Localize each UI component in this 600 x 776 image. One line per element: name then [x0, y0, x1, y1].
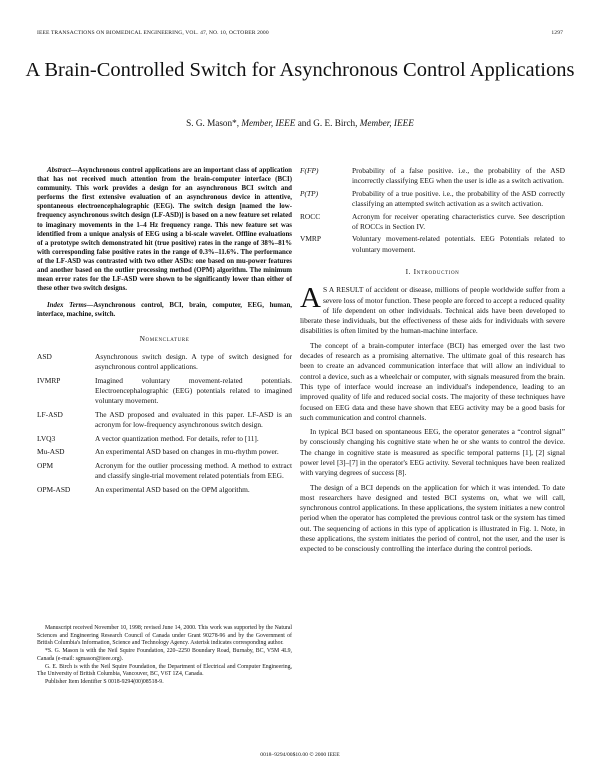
nomenclature-item — [300, 189, 565, 210]
nomenclature-item — [37, 447, 292, 457]
nomenclature-term: Mu-ASD — [37, 447, 65, 457]
nomenclature-definition: An experimental ASD based on changes in mu-rhythm power. — [95, 447, 279, 457]
index-terms-label: Index Terms— — [47, 302, 94, 310]
nomenclature-definition: A vector quantization method. For details, refer to [11]. — [95, 433, 259, 443]
nomenclature-item — [300, 212, 565, 233]
author-1-name: S. G. Mason*, — [186, 118, 240, 128]
drop-cap: A — [300, 282, 321, 315]
nomenclature-item — [37, 434, 292, 444]
nomenclature-item — [37, 461, 292, 482]
paper-title: A Brain-Controlled Switch for Asynchronous Control Applications — [25, 59, 575, 81]
nomenclature-term: F(FP) — [300, 166, 319, 175]
copyright-line: 0018–9294/00$10.00 © 2000 IEEE — [260, 752, 340, 758]
nomenclature-term: ASD — [37, 351, 52, 361]
nomenclature-item — [37, 485, 292, 495]
footnote-author-1: *S. G. Mason is with the Neil Squire Foundation, 220–2250 Boundary Road, Burnaby, BC, V5M 4L9, Canada (e-mail: sgmason@ieee.org). — [37, 648, 292, 662]
footnote-identifier: Publisher Item Identifier S 0018-9294(00)08518-9. — [45, 678, 164, 685]
nomenclature-item — [37, 376, 292, 407]
footnote-author-2: G. E. Birch is with the Neil Squire Foundation, the Department of Electrical and Computer Engineering, The University of British Columbia, Vancouver, BC, V6T 1Z4, Canada. — [37, 663, 292, 678]
nomenclature-term: ROCC — [300, 211, 321, 221]
author-2-role: Member, IEEE — [359, 118, 414, 128]
author-1-role: Member, IEEE — [241, 118, 296, 128]
journal-citation: IEEE TRANSACTIONS ON BIOMEDICAL ENGINEERING, VOL. 47, NO. 10, OCTOBER 2000 — [37, 30, 269, 36]
nomenclature-item — [37, 352, 292, 373]
intro-paragraph-3: In typical BCI based on spontaneous EEG, the operator generates a “control signal” by consciously changing his cognitive state when he or she wants to control the device. The change in cognitive state is measured as specific temporal patterns [1], [2] signal power level [3]–[7] in the operator's EEG activity. Several techniques have been realized with varying degrees of success [8]. — [300, 427, 565, 478]
nomenclature-definition: Asynchronous switch design. A type of switch designed for asynchronous control applications. — [95, 351, 292, 372]
left-column — [37, 166, 292, 498]
nomenclature-term: OPM — [37, 460, 54, 470]
nomenclature-item — [300, 234, 565, 255]
nomenclature-item — [300, 166, 565, 187]
intro-paragraph-1-text: of accident or disease, millions of people worldwide suffer from a severe loss of motor function. These people are forced to accept a reduced quality of life dependent on other individuals. Technical aids have been developed to liberate these individuals, but the effectiveness of these aids for individuals with severe disabilities is often limited by the human-machine interface. — [300, 285, 565, 336]
nomenclature-term: P(TP) — [300, 188, 319, 198]
abstract-label: Abstract— — [47, 167, 78, 174]
nomenclature-item — [37, 410, 292, 431]
nomenclature-definition: An experimental ASD based on the OPM algorithm. — [95, 484, 250, 494]
abstract — [37, 166, 292, 293]
footnote-manuscript: Manuscript received November 10, 1998; revised June 14, 2000. This work was supported by the Natural Sciences and Engineering Research Council of Canada under Grant 90278-96 and by the Government of British Columbia's Information, Science and Technology Agency. Asterisk indicates corresponding author. — [37, 625, 292, 647]
intro-paragraph-1 — [300, 282, 565, 336]
abstract-text: Asynchronous control applications are an important class of application that has not received much attention from the brain-computer interface (BCI) community. This work provides a design for an asynchronous BCI switch and performs the first extensive evaluation of an asynchronous device in attentive, spontaneous electroencephalographic (EEG). The switch design [named the low-frequency asynchronous switch design (LF-ASD)] is based on a new feature set related to imaginary movements in the 1–4 Hz frequency range. This new feature set was identified from a unique analysis of EEG using a bi-scale wavelet. Offline evaluations of a prototype switch demonstrated hit (true positive) rates in the range of 38%–81% with corresponding false positive rates in the range of 0.3%–11.6%. The performance of the LF-ASD was contrasted with two other ASDs: one based on mu-power features and another based on the outlier processing method (OPM) algorithm. The minimum mean error rates for the LF-ASD were shown to be significantly lower than either of these other two switch designs. — [37, 167, 292, 293]
intro-paragraph-2: The concept of a brain-computer interface (BCI) has emerged over the last two decades of research as a promising alternative. The ultimate goal of this research has been to create an advanced communication interface that will allow an individual to control a device, such as a wheelchair or computer, with signals measured from the brain. This type of interface would increase an individual's independence, leading to an improved quality of life and reduced social costs. The majority of these techniques have focused on EEG data and these have shown that EEG activity may be a good basis for such communication and control channels. — [300, 340, 565, 422]
page-number: 1297 — [551, 30, 563, 36]
introduction-heading — [300, 267, 565, 277]
author-conjunction: and — [297, 118, 311, 128]
nomenclature-term: LF-ASD — [37, 409, 63, 419]
nomenclature-definition: Acronym for receiver operating characteristics curve. See description of ROCCs in Section IV. — [352, 211, 565, 231]
section-number: I. — [405, 266, 412, 276]
nomenclature-term: OPM-ASD — [37, 484, 71, 494]
nomenclature-list-continued — [300, 166, 565, 255]
right-column — [300, 166, 565, 559]
nomenclature-definition: Voluntary movement-related potentials. EEG Potentials related to voluntary movement. — [352, 234, 565, 254]
nomenclature-definition: Imagined voluntary movement-related potentials. Electroencephalographic (EEG) potentials related to imagined voluntary movement. — [95, 375, 292, 406]
section-title: Introduction — [413, 266, 460, 276]
nomenclature-definition: Probability of a true positive. i.e., the probability of the ASD correctly classifying an attempted switch activation as a switch activation. — [352, 188, 565, 209]
index-terms-text: Asynchronous control, BCI, brain, computer, EEG, human, interface, machine, switch. — [37, 302, 293, 319]
author-2-name: G. E. Birch, — [313, 118, 358, 128]
index-terms — [37, 301, 292, 319]
nomenclature-definition: Acronym for the outlier processing method. A method to extract and classify single-trial movement related potentials from EEG. — [95, 460, 292, 481]
nomenclature-heading: Nomenclature — [139, 333, 190, 343]
nomenclature-term: LVQ3 — [37, 433, 56, 443]
intro-lead-in: S A RESULT — [322, 285, 364, 295]
intro-paragraph-4: The design of a BCI depends on the application for which it was intended. To date most researchers have designed and tested BCI systems on, what we will call, synchronous control applications. In these applications, the system initiates a new control period when the operator has completed the previous control task or the system has timed out. The sequencing of actions in this type of application is illustrated in Fig. 1. Note, in these applications, the system initiates the period of control, not the user, and the user is expected to be consciously controlling the interface during the control periods. — [300, 482, 565, 554]
footnotes — [37, 625, 292, 687]
nomenclature-definition: Probability of a false positive. i.e., the probability of the ASD incorrectly classifying EEG when the user is idle as a switch activation. — [352, 166, 565, 186]
nomenclature-definition: The ASD proposed and evaluated in this paper. LF-ASD is an acronym for low-frequency asynchronous switch design. — [95, 409, 292, 430]
nomenclature-term: VMRP — [300, 234, 321, 244]
nomenclature-list — [37, 352, 292, 495]
author-line — [20, 118, 580, 128]
nomenclature-term: IVMRP — [37, 375, 61, 385]
